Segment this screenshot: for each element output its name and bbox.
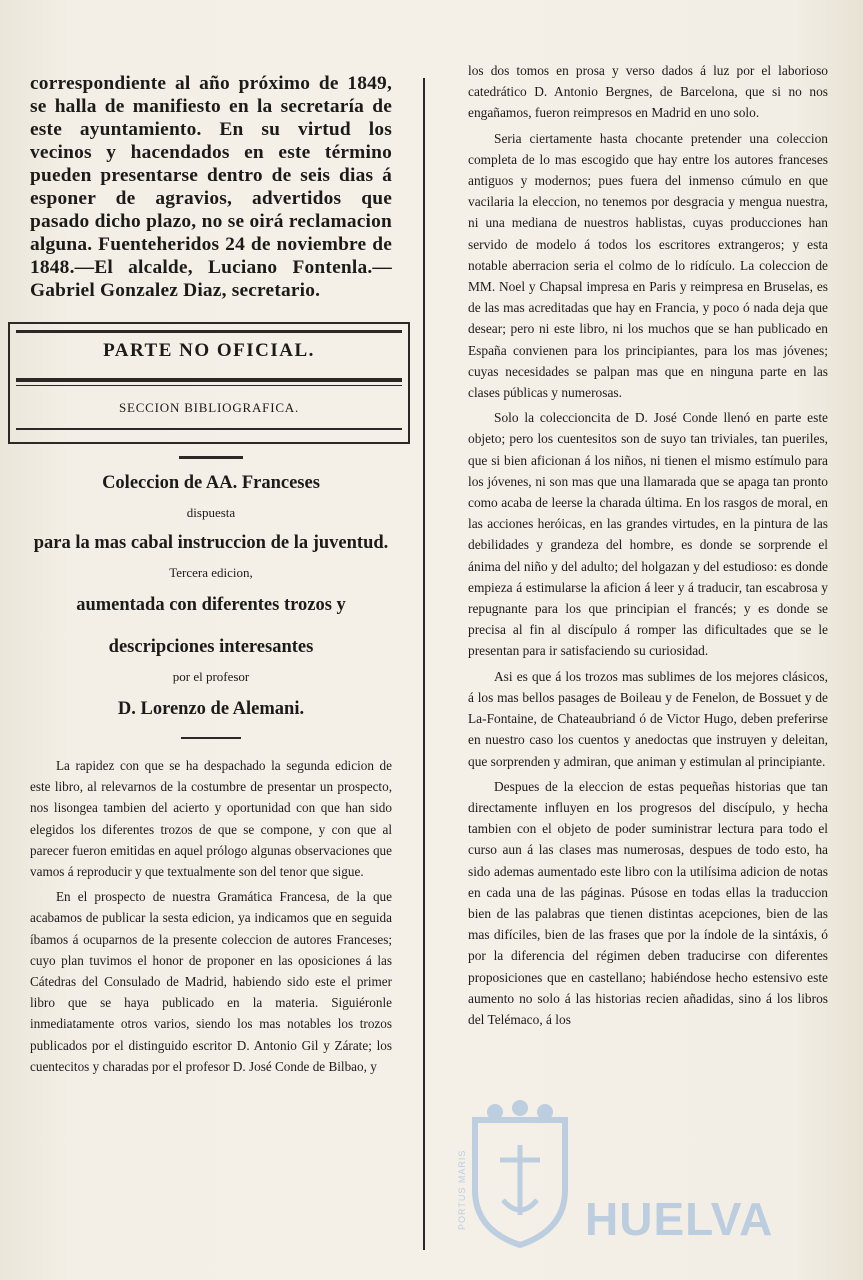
section-header-box: [8, 322, 410, 444]
section-subtitle: SECCION BIBLIOGRAFICA.: [118, 400, 300, 415]
book-author: D. Lorenzo de Alemani.: [117, 699, 305, 719]
left-column: [30, 72, 392, 1077]
right-paragraph-5: Despues de la eleccion de estas pequeñas historias que tan directamente influyen en los progresos del discípulo, y hecha tambien con el objeto de poder suministrar lectura para todo el curso aun á las clases mas numerosas, despues de todo esto, ha sido ademas aumentado este libro con la utilísima adicion de notas en cada una de las páginas. Púsose en todas ellas la traduccion bien de las palabras que tienen distintas acepciones, bien de las mas difíciles, bien de las frases que por la índole de la sintáxis, ó por la diferencia del régimen deben traducirse con diferentes proposiciones que en castellano; habiéndose hecho estensivo este aumento no solo á las historias recien añadidas, sino á los libros del Telémaco, á los: [468, 778, 828, 1027]
column-divider: [423, 78, 425, 1250]
box-top-rule: [16, 330, 402, 333]
book-line-2: dispuesta: [186, 505, 236, 520]
watermark-side-text: PORTUS MARIS: [457, 1149, 467, 1230]
left-paragraph-2: En el prospecto de nuestra Gramática Francesa, de la que acabamos de publicar la sesta edicion, ya indicamos que en seguida íbamos á ocuparnos de la presente coleccion de autores Franceses; cuyo plan tuvimos el honor de proponer en las oposiciones á las Cátedras del Consulado de Madrid, habiendo sido este el primer libro que se haya publicado en la materia. Siguiéronle inmediatamente otros varios, siendo los mas notables los trozos publicados por el distinguido escritor D. Antonio Gil y Zárate; los cuentecitos y charadas por el profesor D. José Conde de Bilbao, y: [30, 889, 392, 1074]
section-title: PARTE NO OFICIAL.: [103, 340, 315, 361]
book-line-4: Tercera edicion,: [169, 565, 253, 580]
book-title-3: para la mas cabal instruccion de la juventud.: [33, 533, 389, 553]
right-paragraph-2: Seria ciertamente hasta chocante pretender una coleccion completa de lo mas escogido que hay entre los autores franceses antiguos y modernos; pues fuera del inmenso cúmulo en que vacilaria la eleccion, no tenemos por desgracia y mengua nuestra, ni una mediana de nuestros hablistas, cuyas producciones han servido de modelo á todos los escritores extrangeros; y esta notable aberracion seria el colmo de lo ridículo. La coleccion de MM. Noel y Chapsal impresa en Paris y reimpresa en Bruselas, es de las mas acreditadas que hay en Francia, y poco ó nada deja que desear; pero ni este libro, ni los muchos que se han publicado en España convienen para los principiantes, para los mas jóvenes; cuyas necesidades se palpan mas que en ninguna parte en las clases públicas y numerosas.: [468, 130, 828, 401]
lead-paragraph: correspondiente al año próximo de 1849, se halla de manifiesto en la secretaría de este ayuntamiento. En su virtud los vecinos y hacendados en este término pueden presentarse dentro de seis dias á esponer de agravios, advertidos que pasado dicho plazo, no se oirá reclamacion alguna. Fuenteheridos 24 de noviembre de 1848.—El alcalde, Luciano Fontenla.—Gabriel Gonzalez Diaz, secretario.: [30, 73, 392, 301]
book-title-5: aumentada con diferentes trozos y: [76, 595, 346, 615]
book-title-1: Coleccion de AA. Franceses: [102, 473, 320, 493]
book-line-7: por el profesor: [172, 669, 250, 684]
separator-rule-2: [181, 737, 241, 739]
box-mid-rule-thin: [16, 385, 402, 386]
separator-rule: [179, 456, 243, 459]
book-title-block: [30, 471, 392, 721]
huelva-watermark-logo: [455, 1100, 845, 1260]
left-paragraph-1: La rapidez con que se ha despachado la segunda edicion de este libro, al relevarnos de la costumbre de presentar un prospecto, nos lisongea tambien del acierto y oportunidad con que han sido elegidos los diferentes trozos de que se compone, y con que al parecer fueron emitidas en aquel prólogo algunas observaciones que vamos á reproducir y que textualmente son del tenor que sigue.: [30, 758, 392, 880]
right-paragraph-4: Asi es que á los trozos mas sublimes de los mejores clásicos, á los mas bellos pasages de Boileau y de Fenelon, de Bossuet y de La-Fontaine, de Chateaubriand ó de Victor Hugo, deben preferirse en nuestro caso los cuentos y anedoctas que instruyen y deleitan, que sorprenden y admiran, que animan y estimulan al principiante.: [468, 668, 828, 769]
box-mid-rule: [16, 378, 402, 382]
shield-icon: [455, 1100, 585, 1250]
right-paragraph-3: Solo la coleccioncita de D. José Conde llenó en parte este objeto; pero los cuentesitos son de suyo tan triviales, tan pueriles, que si bien aficionan á los niños, ni tienen el mismo estímulo para los jóvenes, ni son mas que una llamarada que se apaga tan pronto como acaba de leerse la charada última. En los rasgos de moral, en las acciones heróicas, en las grandes virtudes, en la pintura de las debilidades y grandeza del hombre, es donde se sorprende el ánima del niño y del adulto; del holgazan y del estudioso: es donde empieza á estimularse la aficion á leer y á traducir, tan escabrosa y repugnante para los que principian el francés; y es donde se precisa al fin al discípulo á romper las dificultades que se le presentan para ir satisfaciendo su curiosidad.: [468, 410, 828, 659]
book-title-6: descripciones interesantes: [108, 637, 314, 657]
right-column: [468, 60, 828, 1030]
box-bottom-rule: [16, 428, 402, 430]
right-paragraph-1: los dos tomos en prosa y verso dados á luz por el laborioso catedrático D. Antonio Bergnes, de Barcelona, que si no nos engañamos, fueron reimpresos en Madrid en uno solo.: [468, 63, 828, 121]
watermark-text: HUELVA: [585, 1193, 774, 1245]
